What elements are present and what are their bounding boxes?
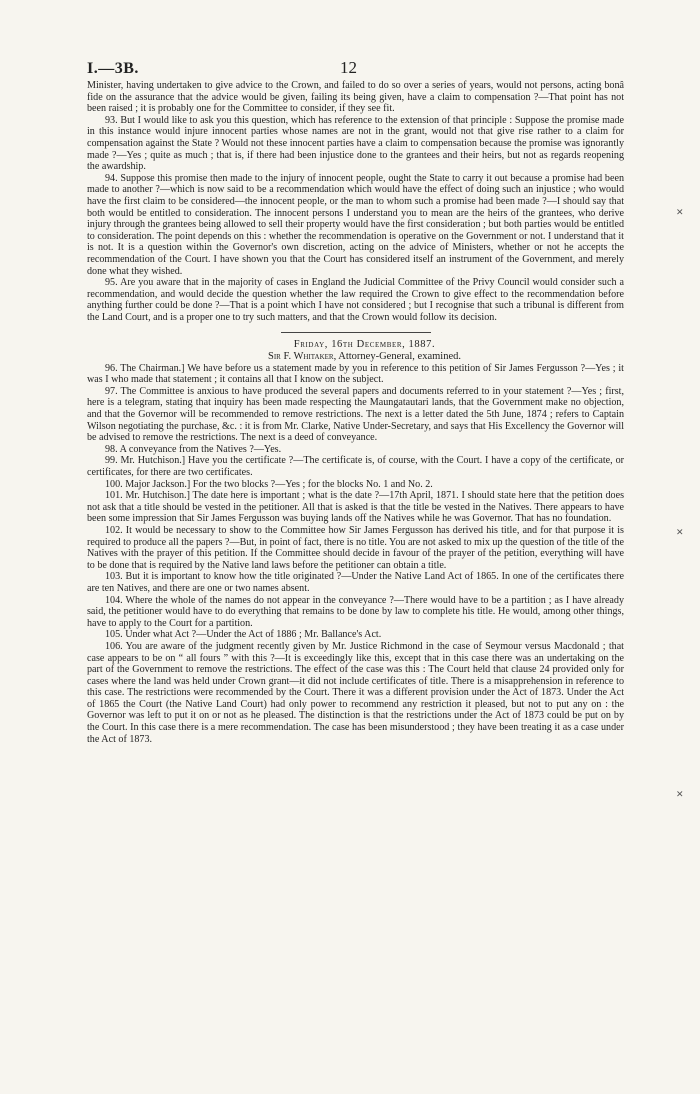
document-body bbox=[87, 80, 624, 745]
paragraph: 103. But it is important to know how the title originated ?—Under the Native Land Act of 1865. In one of the certificates there are ten Natives, and there are one or two names absent. bbox=[87, 571, 624, 594]
witness-name: Sir F. Whitaker, bbox=[267, 351, 337, 363]
paragraph: 105. Under what Act ?—Under the Act of 1886 ; Mr. Ballance's Act. bbox=[105, 629, 382, 641]
page-number: 12 bbox=[340, 58, 357, 77]
paragraph: 102. It would be necessary to show to the Committee how Sir James Fergusson has derived his title, and for that purpose it is required to produce all the papers ?—But, in point of fact, there is no title. You are not asked to mix up the question of the title of the Natives with the prayer of this petition. If the Committee should decide in favour of the prayer of the petition, everything will have to be done that is required by the Native land laws before the petitioner can obtain a title. bbox=[87, 524, 624, 571]
scan-margin-mark-icon: ✕ bbox=[676, 789, 684, 799]
paragraph: 101. Mr. Hutchison.] The date here is important ; what is the date ?—17th April, 1871. I should state here that the petition does not ask that a title should be vested in the petitioner. All that is asked is that the title be vested in the Natives. There appears to have been some impression that Sir James Fergusson was buying lands off the Natives while he was Governor. That has no foundation. bbox=[87, 490, 624, 525]
scan-margin-mark-icon: ✕ bbox=[676, 527, 684, 537]
scan-margin-mark-icon: ✕ bbox=[676, 207, 684, 217]
paragraph: 98. A conveyance from the Natives ?—Yes. bbox=[105, 443, 282, 455]
session-date: Friday, 16th December, 1887. bbox=[293, 339, 436, 351]
paragraph: 94. Suppose this promise then made to the injury of innocent people, ought the State to carry it out because a promise had been made to another ?—which is now said to be a recommendation which would have the effect of doing such an injustice ; who would have the first claim to be considered—the innocent people, or the man to whom such a promise had been made ?—I should say that both would be entitled to consideration. The innocent persons I understand you to mean are the heirs of the grantees, who derive injury through the grantees being allowed to sell their property would have the first consideration ; but both parties would be entitled to consideration. The point depends on this : whether the recommendation is operative on the Government or not. I understand that it is not. It is a question within the Governor's own discretion, acting on the advice of Ministers, whether or not he accepts the recommendation of the Court. I have shown you that the Court has considered itself an instrument of the Government, and merely done what they wished. bbox=[87, 172, 624, 277]
section-divider bbox=[281, 332, 431, 333]
paragraph: 100. Major Jackson.] For the two blocks ?—Yes ; for the blocks No. 1 and No. 2. bbox=[105, 478, 433, 490]
paragraph: Minister, having undertaken to give advice to the Crown, and failed to do so over a series of years, would not persons, acting bonâ fide on the assurance that the advice would be given, failing its being given, have a claim to compensation ?—That point has not been raised ; it is probably one for the Committee to consider, if they see fit. bbox=[87, 80, 624, 115]
paragraph: 104. Where the whole of the names do not appear in the conveyance ?—There would have to be a partition ; as I have already said, the petitioner would have to do everything that remains to be done by law to complete his title. He would, among other things, have to apply to the Court for a partition. bbox=[87, 594, 624, 629]
paragraph: 93. But I would like to ask you this question, which has reference to the extension of that principle : Suppose the promise made in this instance would injure innocent parties whose names are not in the grant, would not that give rise rather to a claim for compensation against the State ? Would not these innocent parties have a claim to compensation because the promise was ignorantly made ?—Yes ; quite as much ; that is, if there had been injustice done to the grantees and their heirs, but not as regards reopening the awardship. bbox=[87, 114, 624, 173]
witness-heading bbox=[87, 351, 624, 363]
paper-reference: I.—3B. bbox=[87, 60, 139, 77]
witness-role: Attorney-General, examined. bbox=[336, 351, 461, 363]
paragraph: 106. You are aware of the judgment recently given by Mr. Justice Richmond in the case of Seymour versus Macdonald ; that case appears to be on “ all fours ” with this ?—It is exceedingly like this, except that in this case there was an undertaking on the part of the Government to remove the restrictions. The effect of the case was this : The Court held that clause 24 provided only for cases where the land was held under Crown grant—it did not include certificates of title. There is a misapprehension in reference to this case. The restrictions were recommended by the Court. There it was a different provision under the Act of 1873. Under the Act of 1865 the Court (the Native Land Court) had only power to recommend any restriction it pleased, but not to put any on : the Governor was left to put it on or not as he pleased. The distinction is that the restrictions under the Act of 1873 could be put on by the Court. In this case there is a mere recommendation. The case has been misunderstood ; they have been treating it as a case under the Act of 1873. bbox=[87, 640, 624, 745]
paragraph: 97. The Committee is anxious to have produced the several papers and documents referred to in your statement ?—Yes ; first, here is a telegram, stating that inquiry has been made respecting the Maungatautari lands, that the Government make no objection, and that the Governor will be recommended to remove restrictions. The next is a letter dated the 5th June, 1874 ; refers to Captain Wilson negotiating the purchase, &c. : it is from Mr. Clarke, Native Under-Secretary, and says that His Excellency the Governor will be advised to remove the restrictions. The next is a deed of conveyance. bbox=[87, 385, 624, 444]
paragraph: 95. Are you aware that in the majority of cases in England the Judicial Committee of the Privy Council would consider such a recommendation, and would decide the question whether the law required the Crown to give effect to the recommendation before anything further could be done ?—That is a point which I have not considered ; but I recognise that such a tribunal is different from the Land Court, and is a proper one to try such matters, and that the Crown would follow its decision. bbox=[87, 277, 624, 323]
paragraph: 99. Mr. Hutchison.] Have you the certificate ?—The certificate is, of course, with the Court. I have a copy of the certificate, or certificates, for there are two certificates. bbox=[87, 455, 624, 478]
paragraph: 96. The Chairman.] We have before us a statement made by you in reference to this petition of Sir James Fergusson ?—Yes ; it was I who made that statement ; it contains all that I know on the subject. bbox=[87, 362, 624, 386]
